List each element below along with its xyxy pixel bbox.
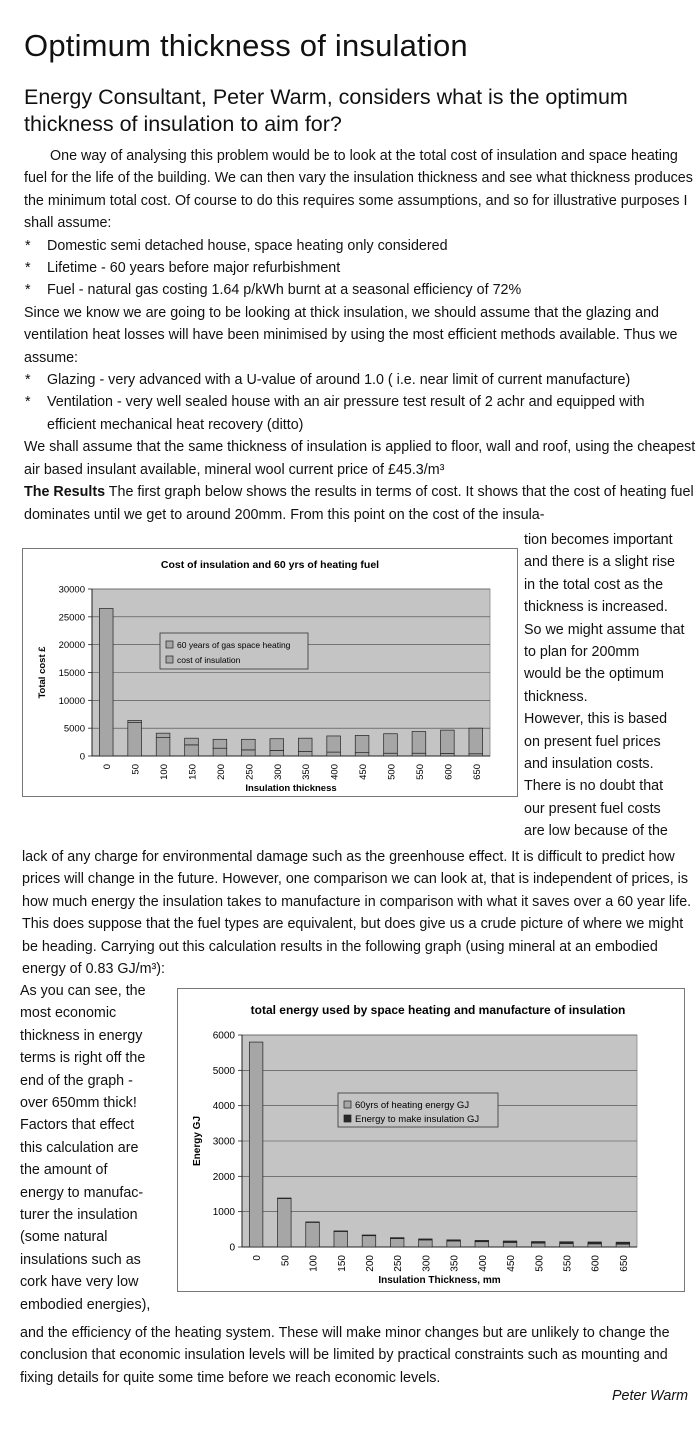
x-tick-label: 450 [358,764,370,780]
x-axis-label: Insulation thickness [245,783,337,794]
bar-series-1 [531,1243,545,1247]
x-tick-label: 500 [534,1255,546,1272]
middle-paragraph: lack of any charge for environmental damage such as the greenhouse effect. It is difficult to predict how prices will change in the future. However, one comparison we can look at, that is independent of prices, is how much energy the insulation takes to manufacture in comparison with what it saves over a 60 year life. This does suppose that the fuel types are equivalent, but does give us a crude picture of where we might be heading. Carrying out this calculation results in the following graph (using mineral at an embodied energy of 0.83 GJ/m³): [22,849,692,978]
y-tick-label: 10000 [58,695,85,707]
y-tick-label: 5000 [212,1065,235,1077]
bar-series-1 [447,1241,461,1247]
x-tick-label: 300 [272,764,284,780]
x-tick-label: 650 [471,764,483,780]
side-text-line: the amount of [20,1162,108,1179]
chart-title: Cost of insulation and 60 yrs of heating fuel [160,559,380,571]
x-tick-label: 0 [102,764,114,770]
bar-series-2 [185,738,199,745]
y-tick-label: 1000 [212,1207,235,1219]
x-tick-label: 300 [421,1255,433,1272]
legend-swatch [344,1115,351,1122]
bar-series-2 [441,730,455,753]
x-tick-label: 350 [449,1255,461,1272]
article-top [24,145,696,526]
x-tick-label: 100 [159,764,171,780]
x-tick-label: 150 [187,764,199,780]
x-tick-label: 400 [477,1255,489,1272]
bar-series-2 [531,1242,545,1244]
side-text-line: energy to manufac- [20,1184,144,1201]
bar-series-2 [469,728,483,754]
bar-series-1 [362,1236,376,1247]
bar-series-2 [419,1239,433,1240]
side-text-line: So we might assume that [524,621,685,638]
y-tick-label: 4000 [212,1101,235,1113]
bar-series-2 [616,1242,630,1244]
side-column-1 [524,529,700,843]
side-text-line: thickness is increased. [524,599,668,616]
bar-series-2 [503,1241,517,1242]
bar-series-1 [355,753,369,756]
bar-series-2 [362,1235,376,1236]
bar-series-2 [278,1198,292,1199]
x-tick-label: 400 [329,764,341,780]
legend-swatch [166,656,173,663]
x-tick-label: 550 [414,764,426,780]
side-text-line: most economic [20,1005,117,1022]
side-text-line: Factors that effect [20,1117,135,1134]
bar-series-2 [128,720,142,722]
assumption-item: * Ventilation - very well sealed house with an air pressure test result of 2 achr and equipped with efficient mechanical heat recovery (ditto) [24,391,696,436]
legend-label: Energy to make insulation GJ [355,1114,480,1125]
bar-series-2 [560,1242,574,1244]
bar-series-1 [128,723,142,756]
side-text-line: to plan for 200mm [524,644,640,661]
bullet-star: * [25,282,31,299]
bar-series-1 [588,1244,602,1247]
side-text-line: would be the optimum [524,666,664,683]
bar-series-2 [327,736,341,752]
bar-series-1 [278,1198,292,1247]
side-text-line: end of the graph - [20,1072,133,1089]
bar-series-1 [249,1042,263,1247]
bar-series-2 [412,732,426,754]
bar-series-2 [447,1240,461,1241]
bar-series-1 [270,750,284,756]
side-text-line: cork have very low [20,1274,139,1291]
bar-series-1 [185,745,199,756]
bar-series-1 [503,1242,517,1247]
x-tick-label: 350 [301,764,313,780]
y-tick-label: 5000 [63,723,85,735]
bar-series-1 [475,1242,489,1247]
x-tick-label: 50 [130,764,142,775]
bar-series-1 [306,1222,320,1247]
cost-chart-svg [23,549,517,796]
bar-series-1 [156,738,170,756]
results-heading: The Results [24,484,106,501]
side-text-line: tion becomes important [524,532,673,548]
y-tick-label: 20000 [58,640,85,652]
assumption-item: * Glazing - very advanced with a U-value of around 1.0 ( i.e. near limit of current manufacture) [24,369,696,391]
legend-swatch [344,1101,351,1108]
side-text-line: in the total cost as the [524,576,664,593]
insulation-paragraph: We shall assume that the same thickness of insulation is applied to floor, wall and roof, using the cheapest air based insulant available, mineral wool current price of £45.3/m³ [24,439,696,478]
y-tick-label: 3000 [212,1136,235,1148]
x-tick-label: 50 [280,1255,292,1267]
x-tick-label: 0 [252,1255,264,1261]
assumption-item: * Lifetime - 60 years before major refurbishment [24,257,696,279]
legend-swatch [166,641,173,648]
y-axis-label: Total cost £ [37,646,48,699]
results-paragraph: The Results The first graph below shows the results in terms of cost. It shows that the cost of heating fuel dominates until we get to around 200mm. From this point on the cost of the insula- [24,484,694,523]
side-text-line: are low because of the [524,823,668,840]
bullet-star: * [25,237,31,254]
legend-label: cost of insulation [177,655,241,665]
bar-series-1 [99,608,113,756]
energy-chart [177,988,685,1292]
energy-chart-svg [178,989,684,1291]
bullet-star: * [25,394,31,411]
bar-series-2 [475,1240,489,1241]
page-title: Optimum thickness of insulation [24,28,468,63]
assumption-item: * Fuel - natural gas costing 1.64 p/kWh burnt at a seasonal efficiency of 72% [24,279,696,301]
side-text-line: There is no doubt that [524,778,664,795]
legend-label: 60 years of gas space heating [177,640,291,650]
side-text-line: As you can see, the [20,983,146,999]
x-tick-label: 150 [336,1255,348,1272]
bullet-star: * [25,372,31,389]
y-tick-label: 0 [79,751,85,763]
side-text-line: (some natural [20,1229,108,1246]
bar-series-1 [242,750,256,756]
bar-series-2 [306,1222,320,1223]
bullet-star: * [25,260,31,277]
bar-series-2 [588,1242,602,1244]
bar-series-1 [412,753,426,756]
y-axis-label: Energy GJ [192,1115,203,1167]
legend-label: 60yrs of heating energy GJ [355,1100,470,1111]
bar-series-2 [270,739,284,751]
bar-series-1 [441,753,455,756]
bar-series-1 [213,748,227,756]
side-text-line: this calculation are [20,1139,139,1156]
side-column-2 [20,980,176,1316]
side-text-line: over 650mm thick! [20,1095,137,1112]
bar-series-2 [213,739,227,748]
x-tick-label: 600 [443,764,455,780]
y-tick-label: 15000 [58,668,85,679]
y-tick-label: 2000 [212,1171,235,1183]
bar-series-2 [156,733,170,737]
side-text-line: thickness. [524,688,588,705]
y-tick-label: 25000 [58,612,85,624]
bar-series-2 [242,739,256,750]
x-tick-label: 450 [506,1255,518,1272]
x-tick-label: 100 [308,1255,320,1272]
side-text-line: and there is a slight rise [524,554,675,571]
page-subtitle: Energy Consultant, Peter Warm, considers what is the optimum thickness of insulation to aim for? [24,85,628,136]
glazing-paragraph: Since we know we are going to be looking at thick insulation, we should assume that the glazing and ventilation heat losses will have been minimised by using the most efficient methods available. Thus we assume: [24,304,678,366]
bar-series-1 [384,753,398,756]
side-text-line: terms is right off the [20,1050,146,1067]
bar-series-2 [334,1231,348,1232]
x-tick-label: 200 [215,764,227,780]
x-tick-label: 550 [562,1255,574,1272]
x-tick-label: 500 [386,764,398,780]
x-axis-label: Insulation Thickness, mm [378,1275,501,1286]
side-text-line: thickness in energy [20,1027,143,1044]
bar-series-1 [327,752,341,756]
chart-title: total energy used by space heating and manufacture of insulation [250,1003,626,1017]
side-text-line: turer the insulation [20,1207,138,1224]
side-text-line: insulations such as [20,1251,141,1268]
bar-series-2 [384,734,398,753]
bar-series-2 [298,738,312,751]
bar-series-1 [334,1231,348,1247]
bar-series-2 [390,1238,404,1239]
side-text-line: and insulation costs. [524,756,654,773]
bar-series-2 [355,735,369,752]
x-tick-label: 250 [244,764,256,780]
side-text-line: However, this is based [524,711,668,728]
closing-paragraph: and the efficiency of the heating system. These will make minor changes but are unlikely to change the conclusion that economic insulation levels will be limited by practical constraints such as mounting and fixing details for quite some time before we reach economic levels. [20,1325,670,1386]
side-text-line: embodied energies), [20,1296,151,1313]
y-tick-label: 30000 [58,584,85,596]
intro-paragraph: One way of analysing this problem would be to look at the total cost of insulation and space heating fuel for the life of the building. We can then vary the insulation thickness and see what thickness produces the minimum total cost. Of course to do this requires some assumptions, and so for illustrative purposes I shall assume: [24,148,693,232]
x-tick-label: 200 [364,1255,376,1272]
x-tick-label: 650 [618,1255,630,1272]
cost-chart [22,548,518,797]
bar-series-1 [298,752,312,756]
x-tick-label: 600 [590,1255,602,1272]
side-text-line: our present fuel costs [524,800,661,817]
side-text-line: on present fuel prices [524,733,661,750]
y-tick-label: 0 [229,1242,235,1254]
bar-series-1 [390,1239,404,1247]
bar-series-1 [560,1243,574,1247]
y-tick-label: 6000 [212,1030,235,1042]
bar-series-1 [616,1244,630,1247]
x-tick-label: 250 [393,1255,405,1272]
bar-series-1 [419,1240,433,1247]
author-signature: Peter Warm [611,1388,688,1404]
assumption-item: * Domestic semi detached house, space heating only considered [24,235,696,257]
